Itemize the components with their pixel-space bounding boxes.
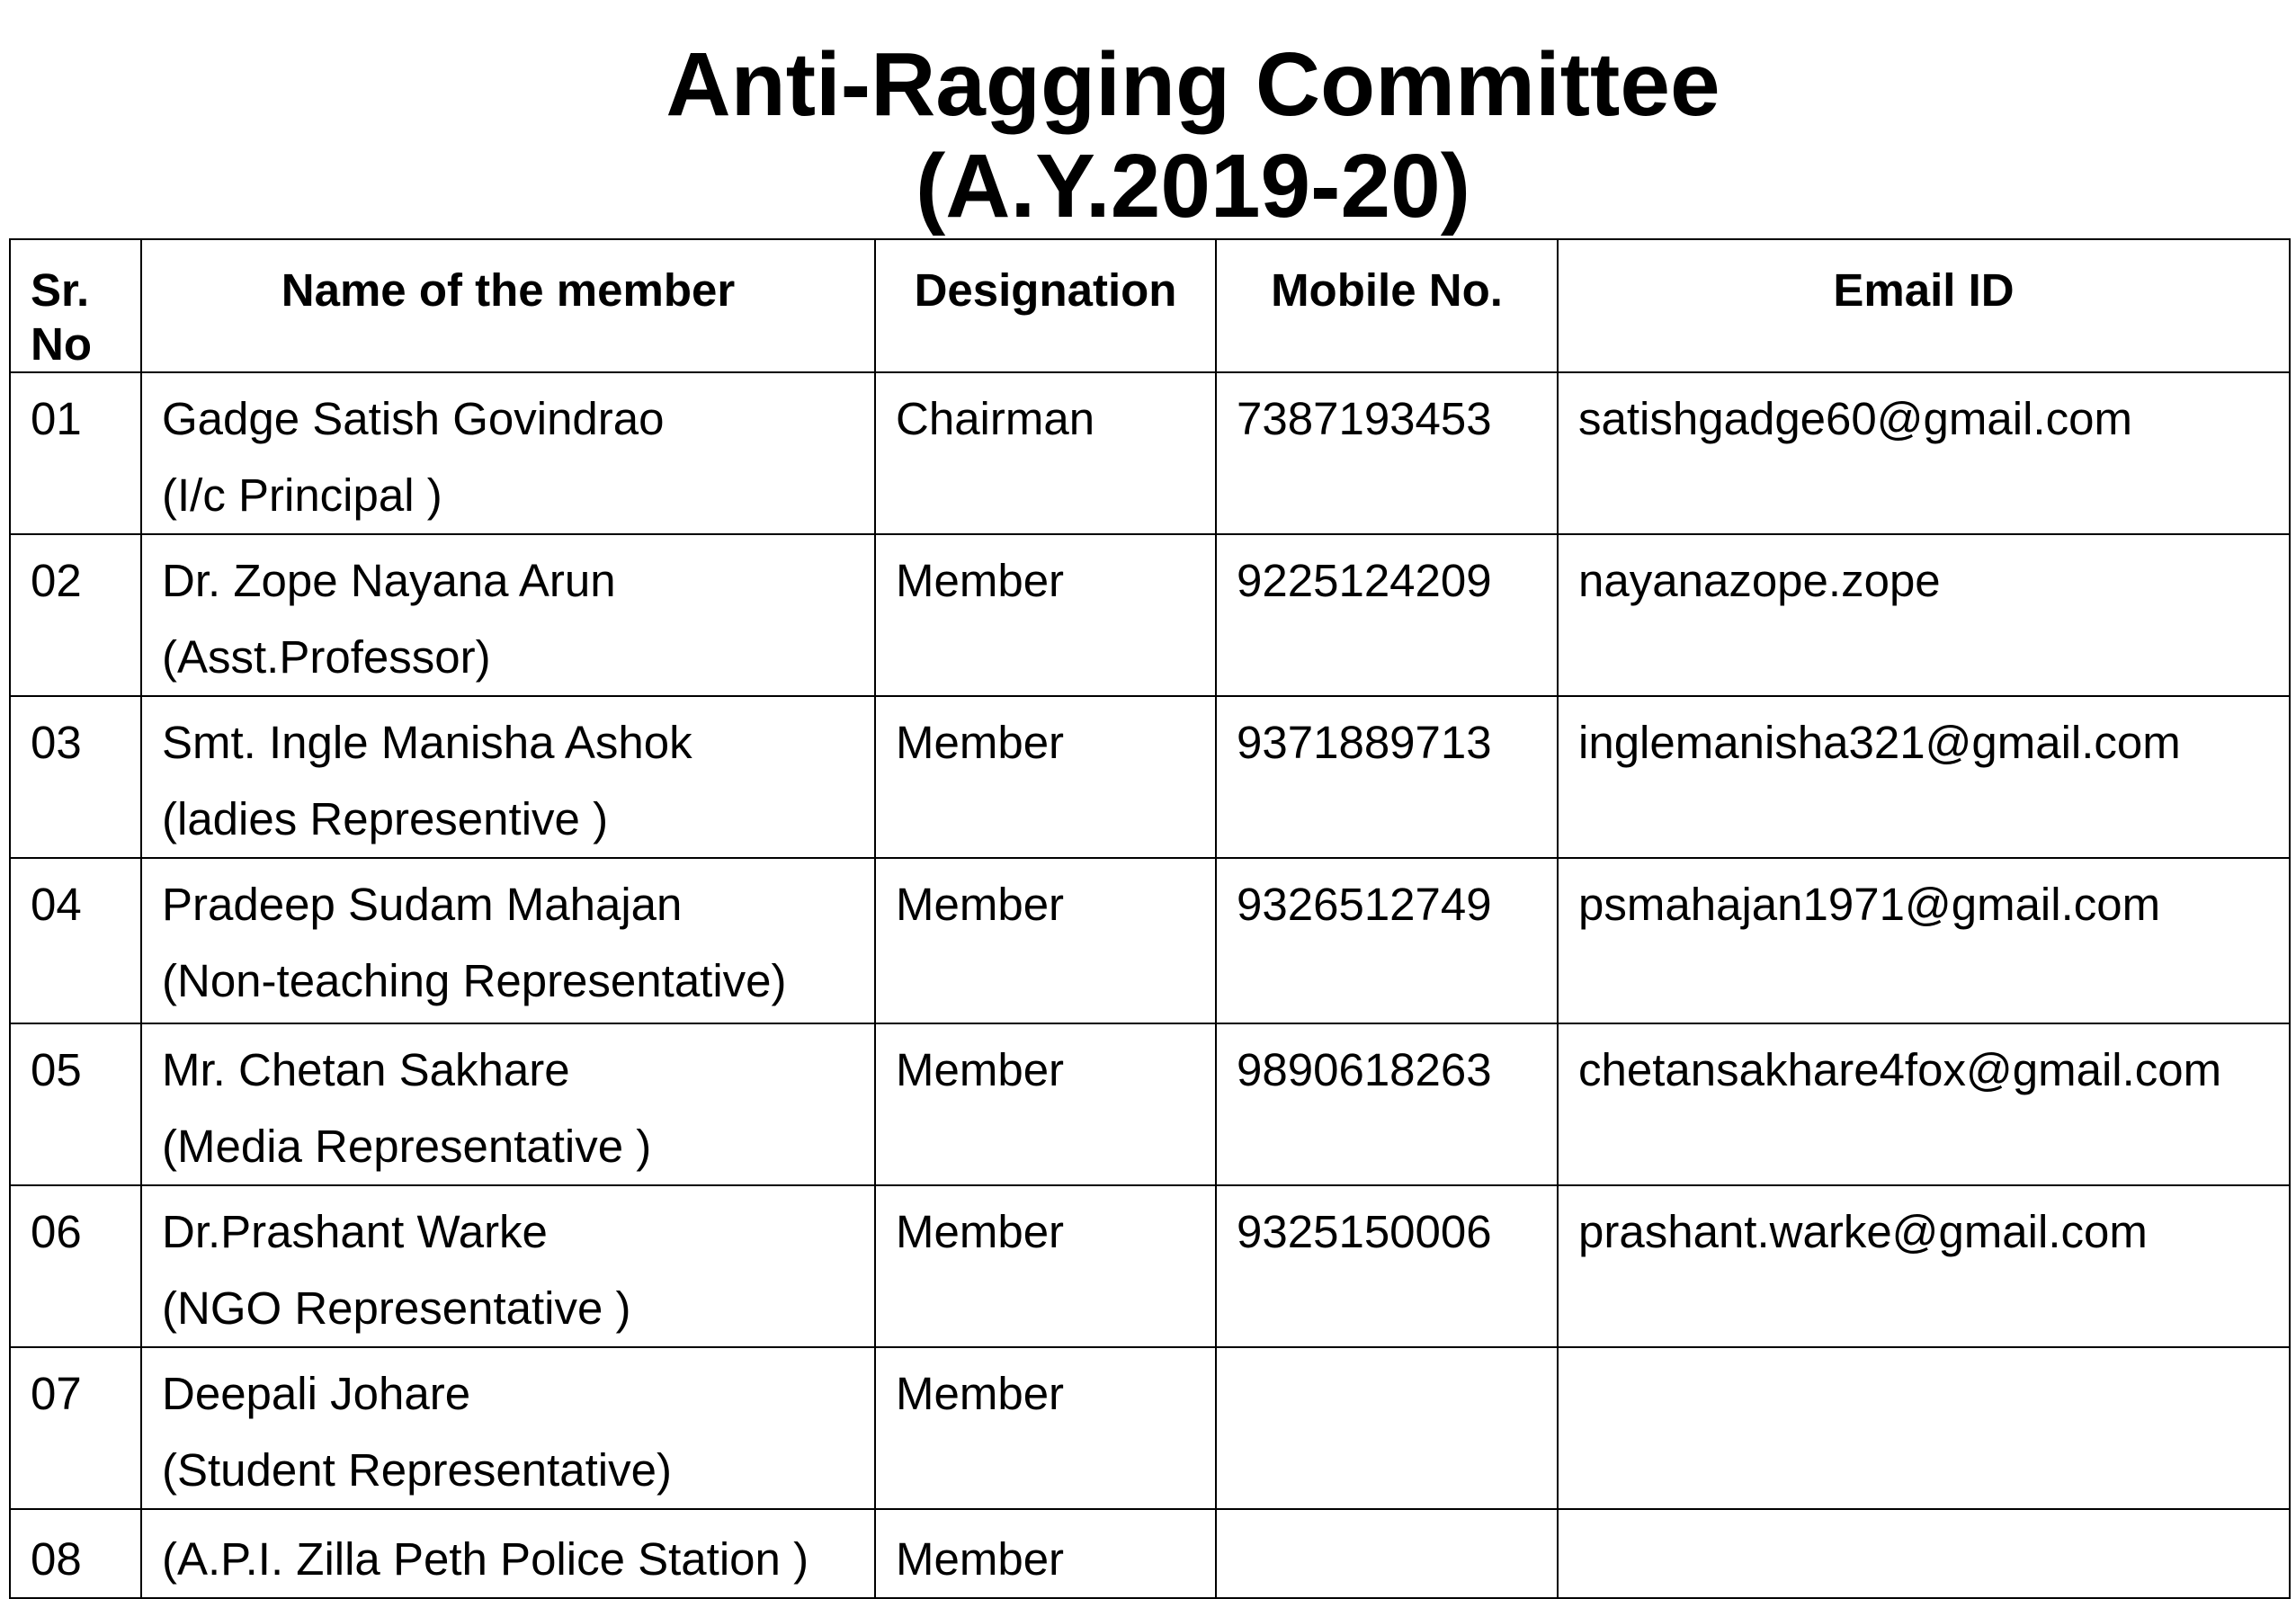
cell-member bbox=[141, 1023, 875, 1185]
header-sr-line1: Sr. bbox=[31, 264, 90, 316]
header-name: Name of the member bbox=[141, 239, 875, 372]
member-role: (Non-teaching Representative) bbox=[162, 955, 787, 1006]
cell-sr: 06 bbox=[10, 1185, 141, 1347]
cell-designation: Chairman bbox=[875, 372, 1216, 534]
cell-member bbox=[141, 696, 875, 858]
cell-mobile: 9225124209 bbox=[1216, 534, 1558, 696]
member-role: (I/c Principal ) bbox=[162, 469, 442, 521]
header-sr-line2: No bbox=[31, 318, 92, 370]
cell-email bbox=[1558, 1509, 2290, 1598]
cell-mobile: 9325150006 bbox=[1216, 1185, 1558, 1347]
cell-designation: Member bbox=[875, 1023, 1216, 1185]
cell-member bbox=[141, 1185, 875, 1347]
cell-designation: Member bbox=[875, 858, 1216, 1023]
cell-email: prashant.warke@gmail.com bbox=[1558, 1185, 2290, 1347]
cell-email: nayanazope.zope bbox=[1558, 534, 2290, 696]
cell-sr: 04 bbox=[10, 858, 141, 1023]
cell-sr: 05 bbox=[10, 1023, 141, 1185]
cell-designation: Member bbox=[875, 534, 1216, 696]
cell-sr: 07 bbox=[10, 1347, 141, 1509]
table-row bbox=[10, 696, 2290, 858]
cell-email: psmahajan1971@gmail.com bbox=[1558, 858, 2290, 1023]
cell-designation: Member bbox=[875, 1347, 1216, 1509]
table-row bbox=[10, 1023, 2290, 1185]
committee-table bbox=[9, 238, 2291, 1599]
member-name: Dr.Prashant Warke bbox=[162, 1206, 548, 1257]
member-name: (A.P.I. Zilla Peth Police Station ) bbox=[162, 1533, 809, 1585]
member-name: Mr. Chetan Sakhare bbox=[162, 1044, 570, 1095]
cell-member bbox=[141, 1347, 875, 1509]
cell-member bbox=[141, 372, 875, 534]
cell-member bbox=[141, 1509, 875, 1598]
table-header-row bbox=[10, 239, 2290, 372]
cell-mobile bbox=[1216, 1347, 1558, 1509]
member-name: Gadge Satish Govindrao bbox=[162, 393, 665, 444]
cell-sr: 08 bbox=[10, 1509, 141, 1598]
cell-member bbox=[141, 858, 875, 1023]
cell-email bbox=[1558, 1347, 2290, 1509]
title-line-1: Anti-Ragging Committee bbox=[666, 34, 1720, 135]
cell-sr: 02 bbox=[10, 534, 141, 696]
member-name: Pradeep Sudam Mahajan bbox=[162, 879, 683, 930]
table-row bbox=[10, 1509, 2290, 1598]
table-row bbox=[10, 534, 2290, 696]
member-name: Dr. Zope Nayana Arun bbox=[162, 555, 616, 606]
member-role: (NGO Representative ) bbox=[162, 1282, 631, 1334]
table-row bbox=[10, 858, 2290, 1023]
cell-sr: 01 bbox=[10, 372, 141, 534]
member-role: (Student Representative) bbox=[162, 1444, 672, 1496]
member-name: Smt. Ingle Manisha Ashok bbox=[162, 717, 692, 768]
cell-mobile: 9326512749 bbox=[1216, 858, 1558, 1023]
title-line-2: (A.Y.2019-20) bbox=[916, 136, 1470, 237]
cell-mobile bbox=[1216, 1509, 1558, 1598]
member-role: (ladies Representive ) bbox=[162, 793, 609, 844]
cell-sr: 03 bbox=[10, 696, 141, 858]
cell-email: satishgadge60@gmail.com bbox=[1558, 372, 2290, 534]
cell-designation: Member bbox=[875, 1509, 1216, 1598]
header-designation: Designation bbox=[875, 239, 1216, 372]
cell-designation: Member bbox=[875, 696, 1216, 858]
header-mobile: Mobile No. bbox=[1216, 239, 1558, 372]
table-row bbox=[10, 372, 2290, 534]
cell-mobile: 7387193453 bbox=[1216, 372, 1558, 534]
cell-designation: Member bbox=[875, 1185, 1216, 1347]
cell-mobile: 9890618263 bbox=[1216, 1023, 1558, 1185]
header-email: Email ID bbox=[1558, 239, 2290, 372]
table-row bbox=[10, 1347, 2290, 1509]
document-title bbox=[0, 34, 2296, 237]
table-row bbox=[10, 1185, 2290, 1347]
member-role: (Media Representative ) bbox=[162, 1121, 652, 1172]
member-name: Deepali Johare bbox=[162, 1368, 471, 1419]
cell-mobile: 9371889713 bbox=[1216, 696, 1558, 858]
member-role: (Asst.Professor) bbox=[162, 631, 491, 683]
cell-email: inglemanisha321@gmail.com bbox=[1558, 696, 2290, 858]
cell-email: chetansakhare4fox@gmail.com bbox=[1558, 1023, 2290, 1185]
header-sr-no bbox=[10, 239, 141, 372]
cell-member bbox=[141, 534, 875, 696]
